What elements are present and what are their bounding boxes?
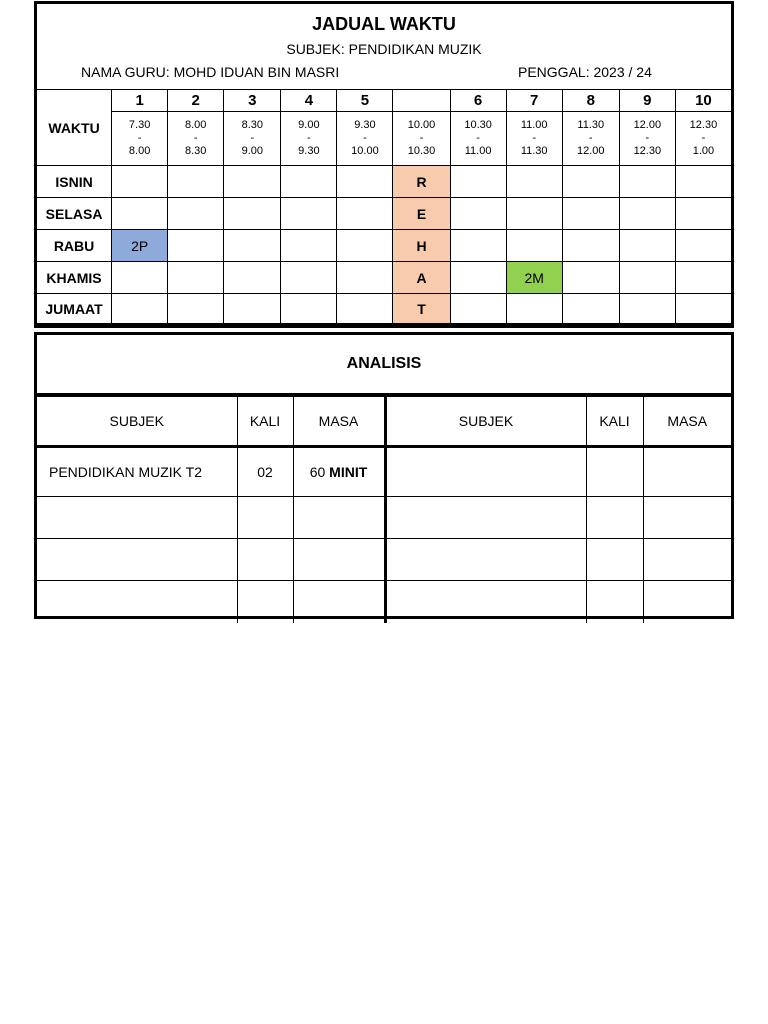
page-title: JADUAL WAKTU bbox=[312, 14, 456, 34]
day-row-rabu bbox=[36, 230, 733, 262]
column-header: SUBJEK bbox=[37, 397, 237, 447]
slot-cell[interactable] bbox=[450, 294, 506, 326]
timetable-header bbox=[34, 1, 734, 89]
timetable-grid bbox=[34, 89, 734, 328]
rehat-cell: T bbox=[393, 294, 450, 326]
table-row bbox=[37, 581, 731, 623]
period-number bbox=[393, 90, 450, 112]
slot-cell[interactable] bbox=[450, 198, 506, 230]
period-time: 8.30 - 9.00 bbox=[224, 112, 281, 166]
slot-cell[interactable] bbox=[562, 198, 619, 230]
table-row bbox=[37, 539, 731, 581]
period-time: 9.30 - 10.00 bbox=[337, 112, 393, 166]
empty-cell[interactable] bbox=[37, 497, 237, 539]
teacher-name: NAMA GURU: MOHD IDUAN BIN MASRI bbox=[81, 64, 340, 80]
time-cell[interactable]: 60 MINIT bbox=[293, 447, 385, 497]
slot-cell[interactable] bbox=[112, 262, 168, 294]
slot-cell[interactable] bbox=[450, 166, 506, 198]
period-number-row bbox=[36, 90, 733, 112]
term-label: PENGGAL: 2023 / 24 bbox=[518, 64, 652, 80]
slot-cell[interactable] bbox=[337, 198, 393, 230]
empty-cell[interactable] bbox=[293, 497, 385, 539]
analysis-header-row bbox=[37, 397, 731, 447]
period-time: 11.30 - 12.00 bbox=[562, 112, 619, 166]
slot-cell[interactable] bbox=[450, 262, 506, 294]
slot-cell[interactable] bbox=[562, 230, 619, 262]
slot-cell[interactable] bbox=[675, 198, 732, 230]
day-row-selasa bbox=[36, 198, 733, 230]
slot-cell[interactable] bbox=[168, 198, 224, 230]
period-number: 7 bbox=[506, 90, 562, 112]
day-label: ISNIN bbox=[36, 166, 112, 198]
slot-cell[interactable] bbox=[450, 230, 506, 262]
period-time: 7.30 - 8.00 bbox=[112, 112, 168, 166]
empty-cell[interactable] bbox=[586, 581, 643, 623]
period-time: 10.00 - 10.30 bbox=[393, 112, 450, 166]
empty-cell[interactable] bbox=[586, 497, 643, 539]
analysis-table bbox=[37, 396, 731, 623]
rehat-cell: R bbox=[393, 166, 450, 198]
slot-cell[interactable] bbox=[337, 230, 393, 262]
table-row bbox=[37, 497, 731, 539]
column-header: MASA bbox=[643, 397, 731, 447]
slot-cell[interactable] bbox=[619, 198, 675, 230]
empty-cell[interactable] bbox=[293, 581, 385, 623]
slot-cell[interactable] bbox=[281, 166, 337, 198]
day-row-isnin bbox=[36, 166, 733, 198]
day-label: KHAMIS bbox=[36, 262, 112, 294]
period-number: 1 bbox=[112, 90, 168, 112]
subject-cell[interactable]: PENDIDIKAN MUZIK T2 bbox=[37, 447, 237, 497]
slot-cell[interactable] bbox=[675, 166, 732, 198]
slot-cell[interactable] bbox=[224, 262, 281, 294]
rehat-cell: H bbox=[393, 230, 450, 262]
empty-cell[interactable] bbox=[385, 539, 586, 581]
period-number: 2 bbox=[168, 90, 224, 112]
slot-cell[interactable] bbox=[112, 294, 168, 326]
day-label: JUMAAT bbox=[36, 294, 112, 326]
day-label: RABU bbox=[36, 230, 112, 262]
slot-cell[interactable] bbox=[281, 198, 337, 230]
slot-cell[interactable] bbox=[224, 294, 281, 326]
class-cell-2p[interactable]: 2P bbox=[112, 230, 168, 262]
slot-cell[interactable] bbox=[562, 294, 619, 326]
column-header: KALI bbox=[237, 397, 293, 447]
waktu-label: WAKTU bbox=[36, 90, 112, 166]
column-header: SUBJEK bbox=[385, 397, 586, 447]
period-number: 6 bbox=[450, 90, 506, 112]
timetable-sheet bbox=[34, 1, 734, 328]
period-number: 4 bbox=[281, 90, 337, 112]
slot-cell[interactable] bbox=[112, 198, 168, 230]
period-number: 10 bbox=[675, 90, 732, 112]
empty-cell[interactable] bbox=[643, 539, 731, 581]
table-row bbox=[37, 447, 731, 497]
empty-cell[interactable] bbox=[385, 497, 586, 539]
day-row-khamis bbox=[36, 262, 733, 294]
slot-cell[interactable] bbox=[562, 166, 619, 198]
empty-cell[interactable] bbox=[643, 447, 731, 497]
period-number: 3 bbox=[224, 90, 281, 112]
period-time: 12.30 - 1.00 bbox=[675, 112, 732, 166]
slot-cell[interactable] bbox=[224, 230, 281, 262]
column-header: KALI bbox=[586, 397, 643, 447]
slot-cell[interactable] bbox=[562, 262, 619, 294]
period-number: 8 bbox=[562, 90, 619, 112]
analysis-title: ANALISIS bbox=[37, 335, 731, 396]
day-row-jumaat bbox=[36, 294, 733, 326]
column-header: MASA bbox=[293, 397, 385, 447]
empty-cell[interactable] bbox=[293, 539, 385, 581]
empty-cell[interactable] bbox=[237, 581, 293, 623]
slot-cell[interactable] bbox=[168, 230, 224, 262]
slot-cell[interactable] bbox=[112, 166, 168, 198]
rehat-cell: E bbox=[393, 198, 450, 230]
slot-cell[interactable] bbox=[506, 198, 562, 230]
empty-cell[interactable] bbox=[586, 539, 643, 581]
period-time: 9.00 - 9.30 bbox=[281, 112, 337, 166]
period-time: 10.30 - 11.00 bbox=[450, 112, 506, 166]
class-cell-2m[interactable]: 2M bbox=[506, 262, 562, 294]
empty-cell[interactable] bbox=[37, 539, 237, 581]
slot-cell[interactable] bbox=[675, 262, 732, 294]
empty-cell[interactable] bbox=[385, 581, 586, 623]
empty-cell[interactable] bbox=[37, 581, 237, 623]
slot-cell[interactable] bbox=[168, 294, 224, 326]
slot-cell[interactable] bbox=[337, 294, 393, 326]
slot-cell[interactable] bbox=[675, 230, 732, 262]
slot-cell[interactable] bbox=[506, 166, 562, 198]
slot-cell[interactable] bbox=[619, 166, 675, 198]
empty-cell[interactable] bbox=[643, 581, 731, 623]
count-cell[interactable]: 02 bbox=[237, 447, 293, 497]
slot-cell[interactable] bbox=[337, 262, 393, 294]
period-time: 11.00 - 11.30 bbox=[506, 112, 562, 166]
period-time: 8.00 - 8.30 bbox=[168, 112, 224, 166]
slot-cell[interactable] bbox=[337, 166, 393, 198]
period-number: 9 bbox=[619, 90, 675, 112]
slot-cell[interactable] bbox=[281, 294, 337, 326]
period-time: 12.00 - 12.30 bbox=[619, 112, 675, 166]
empty-cell[interactable] bbox=[385, 447, 586, 497]
subject-label: SUBJEK: PENDIDIKAN MUZIK bbox=[286, 41, 482, 57]
slot-cell[interactable] bbox=[619, 230, 675, 262]
rehat-cell: A bbox=[393, 262, 450, 294]
empty-cell[interactable] bbox=[237, 497, 293, 539]
empty-cell[interactable] bbox=[643, 497, 731, 539]
period-time-row bbox=[36, 112, 733, 166]
empty-cell[interactable] bbox=[237, 539, 293, 581]
slot-cell[interactable] bbox=[224, 166, 281, 198]
day-label: SELASA bbox=[36, 198, 112, 230]
period-number: 5 bbox=[337, 90, 393, 112]
slot-cell[interactable] bbox=[168, 262, 224, 294]
empty-cell[interactable] bbox=[586, 447, 643, 497]
slot-cell[interactable] bbox=[675, 294, 732, 326]
slot-cell[interactable] bbox=[168, 166, 224, 198]
slot-cell[interactable] bbox=[281, 262, 337, 294]
slot-cell[interactable] bbox=[506, 294, 562, 326]
analysis-section bbox=[34, 332, 734, 619]
slot-cell[interactable] bbox=[619, 294, 675, 326]
slot-cell[interactable] bbox=[281, 230, 337, 262]
slot-cell[interactable] bbox=[224, 198, 281, 230]
slot-cell[interactable] bbox=[506, 230, 562, 262]
slot-cell[interactable] bbox=[619, 262, 675, 294]
